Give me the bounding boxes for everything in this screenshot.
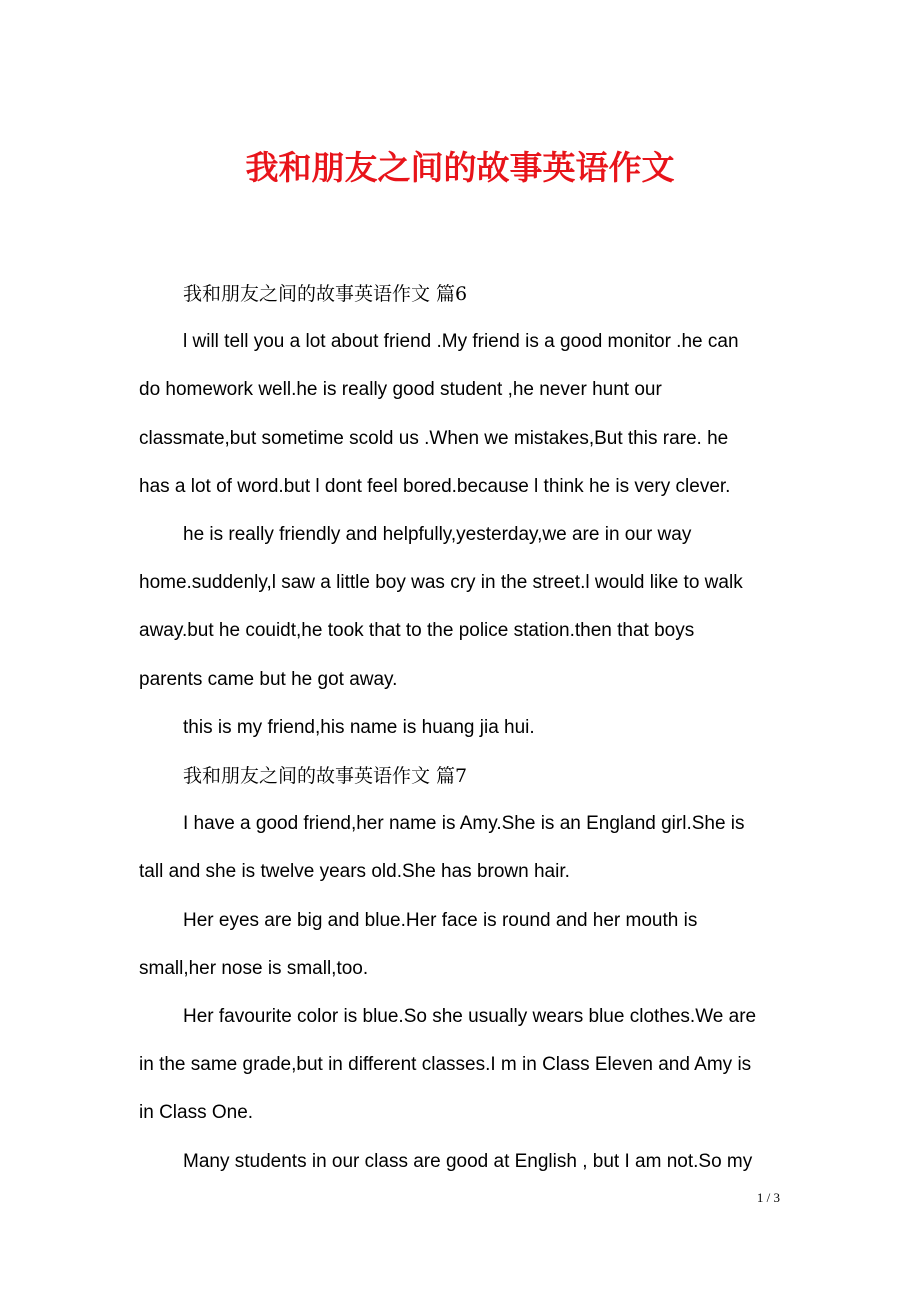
- text-line: Her eyes are big and blue.Her face is round and her mouth is: [183, 909, 698, 931]
- text-line: small,her nose is small,too.: [139, 957, 369, 979]
- text-line: parents came but he got away.: [139, 668, 398, 690]
- page-number: 1 / 3: [756, 1190, 780, 1205]
- section-heading: 我和朋友之间的故事英语作文 篇6: [183, 283, 468, 305]
- text-line: home.suddenly,l saw a little boy was cry in the street.l would like to walk: [139, 572, 743, 594]
- document-body: [139, 270, 781, 1186]
- text-line: has a lot of word.but l dont feel bored.because l think he is very clever.: [139, 475, 731, 497]
- text-line: away.but he couidt,he took that to the police station.then that boys: [139, 620, 695, 642]
- paragraph: [139, 704, 781, 752]
- paragraph: [139, 800, 781, 896]
- paragraph: [139, 897, 781, 993]
- text-line: Her favourite color is blue.So she usually wears blue clothes.We are: [183, 1006, 757, 1028]
- document-title: 我和朋友之间的故事英语作文: [245, 148, 675, 187]
- text-line: I have a good friend,her name is Amy.She is an England girl.She is: [183, 813, 745, 835]
- text-line: classmate,but sometime scold us .When we mistakes,But this rare. he: [139, 427, 729, 449]
- paragraph: [139, 993, 781, 1138]
- text-line: Many students in our class are good at English , but I am not.So my: [183, 1150, 753, 1172]
- text-line: in Class One.: [139, 1102, 254, 1124]
- text-line: this is my friend,his name is huang jia hui.: [183, 716, 535, 738]
- paragraph: [139, 511, 781, 704]
- text-line: in the same grade,but in different classes.I m in Class Eleven and Amy is: [139, 1054, 752, 1076]
- text-line: do homework well.he is really good student ,he never hunt our: [139, 379, 662, 401]
- text-line: tall and she is twelve years old.She has brown hair.: [139, 861, 570, 883]
- text-line: he is really friendly and helpfully,yesterday,we are in our way: [183, 524, 692, 546]
- text-line: l will tell you a lot about friend .My friend is a good monitor .he can: [183, 331, 739, 353]
- paragraph: [139, 1138, 781, 1186]
- paragraph: [139, 318, 781, 511]
- section-heading: 我和朋友之间的故事英语作文 篇7: [183, 765, 468, 788]
